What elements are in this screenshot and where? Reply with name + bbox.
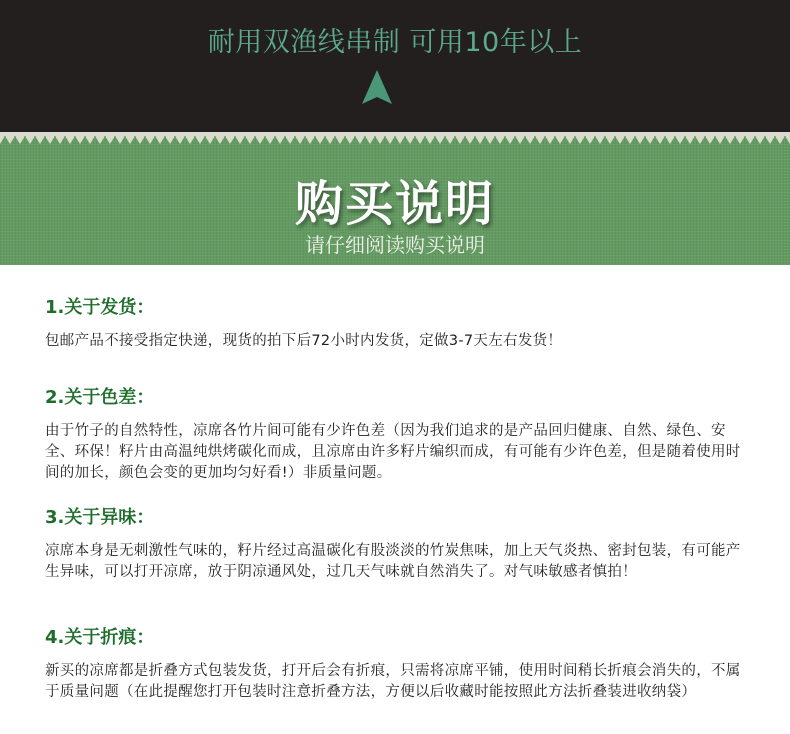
- section-creases: [45, 625, 745, 703]
- header-slogan: 耐用双渔线串制 可用10年以上: [207, 27, 583, 58]
- banner: [0, 137, 790, 265]
- section-odor: [45, 505, 745, 583]
- triangle-up-icon: [362, 70, 392, 104]
- section-color-difference: [45, 385, 745, 484]
- header-band: [0, 0, 790, 137]
- section-body: 新买的凉席都是折叠方式包装发货，打开后会有折痕，只需将凉席平铺，使用时间稍长折痕会消失的，不属于质量问题（在此提醒您打开包装时注意折叠方法，方便以后收藏时能按照此方法折叠装进收纳袋）: [45, 663, 741, 700]
- zigzag-border: [0, 132, 790, 144]
- banner-subtitle: 请仔细阅读购买说明: [305, 233, 485, 257]
- section-body: 凉席本身是无刺激性气味的，籽片经过高温碳化有股淡淡的竹炭焦味，加上天气炎热、密封包装，有可能产生异味，可以打开凉席，放于阴凉通风处，过几天气味就自然消失了。对气味敏感者慎拍！: [45, 543, 741, 580]
- section-body: 包邮产品不接受指定快递，现货的拍下后72小时内发货，定做3-7天左右发货！: [45, 333, 563, 349]
- section-shipping: [45, 295, 745, 352]
- section-body: 由于竹子的自然特性，凉席各竹片间可能有少许色差（因为我们追求的是产品回归健康、自然、绿色、安全、环保！籽片由高温纯烘烤碳化而成，且凉席由许多籽片编织而成，有可能有少许色差，但是随着使用时间的加长，颜色会变的更加均匀好看!）非质量问题。: [45, 423, 741, 481]
- section-heading: 3.关于异味：: [45, 507, 155, 528]
- banner-title: 购买说明: [294, 176, 495, 232]
- section-heading: 2.关于色差：: [45, 387, 155, 408]
- section-heading: 1.关于发货：: [45, 297, 155, 318]
- section-heading: 4.关于折痕：: [45, 627, 155, 648]
